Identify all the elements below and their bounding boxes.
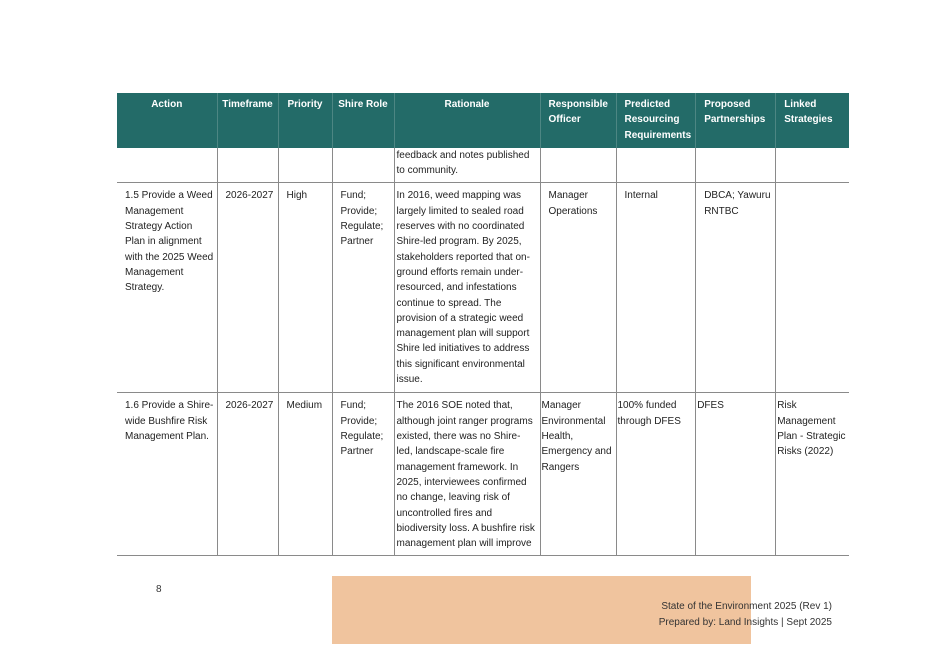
cell-resourcing: Internal: [616, 183, 696, 393]
footer-prepared-by: Prepared by: Land Insights | Sept 2025: [658, 617, 832, 628]
action-table: [117, 93, 849, 556]
cell-rationale: The 2016 SOE noted that, although joint ranger programs existed, there was no Shire-led, landscape-scale fire management framework. In 2025, interviewees confirmed no change, leaving risk of uncontrolled fires and biodiversity loss. A bushfire risk management plan will improve: [394, 393, 540, 556]
cell-partnerships: DBCA; Yawuru RNTBC: [696, 183, 776, 393]
cell-priority: High: [278, 183, 332, 393]
cell-rationale: feedback and notes published to community.: [394, 148, 540, 183]
footer-text: [659, 599, 832, 631]
page-number: 8: [156, 584, 162, 595]
cell-action: 1.6 Provide a Shire-wide Bushfire Risk Management Plan.: [117, 393, 217, 556]
table-row: [117, 148, 849, 183]
footer-document-title: State of the Environment 2025 (Rev 1): [661, 601, 832, 612]
cell-resourcing: [616, 148, 696, 183]
cell-officer: Manager Environmental Health, Emergency and Rangers: [540, 393, 616, 556]
header-linked-strategies: Linked Strategies: [776, 93, 849, 148]
header-action: Action: [117, 93, 217, 148]
cell-partnerships: DFES: [696, 393, 776, 556]
table-row: [117, 393, 849, 556]
table-row: [117, 183, 849, 393]
cell-officer: Manager Operations: [540, 183, 616, 393]
cell-partnerships: [696, 148, 776, 183]
cell-resourcing: 100% funded through DFES: [616, 393, 696, 556]
cell-timeframe: 2026-2027: [217, 183, 278, 393]
cell-officer: [540, 148, 616, 183]
cell-timeframe: [217, 148, 278, 183]
cell-shire-role: Fund; Provide; Regulate; Partner: [332, 183, 394, 393]
cell-shire-role: [332, 148, 394, 183]
cell-rationale: In 2016, weed mapping was largely limited to sealed road reserves with no coordinated Shire-led program. By 2025, stakeholders reported that on-ground efforts remain under-resourced, and infestations continue to spread. The provision of a strategic weed management plan will support Shire led initiatives to address this significant environmental issue.: [394, 183, 540, 393]
table-header-row: [117, 93, 849, 148]
cell-priority: Medium: [278, 393, 332, 556]
header-priority: Priority: [278, 93, 332, 148]
header-proposed-partnerships: Proposed Partnerships: [696, 93, 776, 148]
cell-timeframe: 2026-2027: [217, 393, 278, 556]
cell-linked: [776, 183, 849, 393]
header-responsible-officer: Responsible Officer: [540, 93, 616, 148]
cell-action: 1.5 Provide a Weed Management Strategy Action Plan in alignment with the 2025 Weed Management Strategy.: [117, 183, 217, 393]
cell-linked: [776, 148, 849, 183]
header-timeframe: Timeframe: [217, 93, 278, 148]
cell-priority: [278, 148, 332, 183]
cell-action: [117, 148, 217, 183]
header-rationale: Rationale: [394, 93, 540, 148]
cell-linked: Risk Management Plan - Strategic Risks (2022): [776, 393, 849, 556]
header-shire-role: Shire Role: [332, 93, 394, 148]
header-predicted-resourcing: Predicted Resourcing Requirements: [616, 93, 696, 148]
cell-shire-role: Fund; Provide; Regulate; Partner: [332, 393, 394, 556]
